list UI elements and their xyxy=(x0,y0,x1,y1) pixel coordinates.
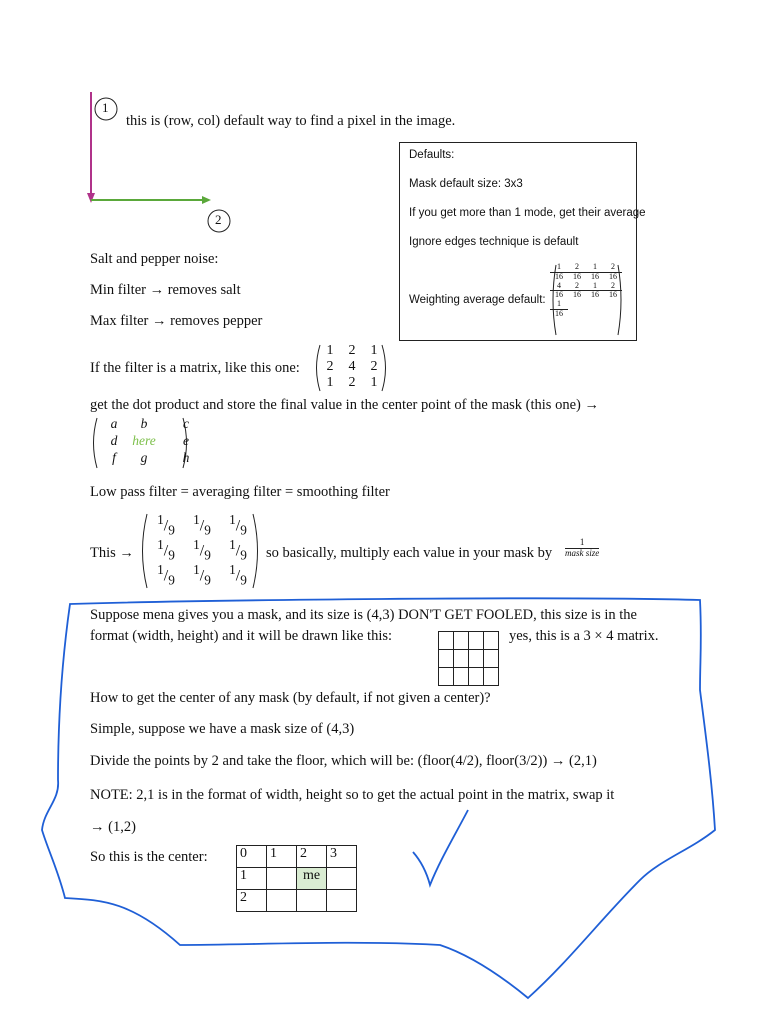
one-ninth-denominator: 9 xyxy=(168,572,175,588)
low-pass-after: so basically, multiply each value in your mask by xyxy=(266,545,553,561)
center-matrix-cell: c xyxy=(183,416,189,431)
fraction-slash: / xyxy=(235,567,241,585)
divide-line: Divide the points by 2 and take the floor, which will be: (floor(4/2), floor(3/2)) → (2,1) xyxy=(90,753,597,769)
one-ninth-denominator: 9 xyxy=(240,547,247,563)
center-label: So this is the center: xyxy=(90,849,208,865)
center-table-cell xyxy=(267,868,297,890)
fraction-slash: / xyxy=(199,542,205,560)
weighting-denominator: 16 xyxy=(609,271,617,281)
weighting-denominator: 16 xyxy=(555,308,563,318)
here-cell: here xyxy=(132,433,156,448)
defaults-box xyxy=(399,142,646,341)
fraction-slash: / xyxy=(163,517,169,535)
filter-matrix-cell: 4 xyxy=(348,359,356,374)
one-ninth-cell xyxy=(222,512,254,539)
one-ninth-numerator: 1 xyxy=(229,562,236,577)
weighting-denominator: 16 xyxy=(573,290,581,300)
one-ninth-denominator: 9 xyxy=(240,522,247,538)
center-matrix-cell: h xyxy=(182,450,190,465)
center-table-cell: 3 xyxy=(327,846,357,868)
center-table-cell: 1 xyxy=(267,846,297,868)
fraction-slash: / xyxy=(235,517,241,535)
weighting-numerator: 1 xyxy=(550,263,568,273)
fraction-slash: / xyxy=(199,567,205,585)
low-pass-this-label: This → xyxy=(90,545,134,561)
mask-line-2: format (width, height) and it will be drawn like this: xyxy=(90,628,393,644)
weighting-numerator: 4 xyxy=(550,282,568,292)
filter-matrix-cell: 2 xyxy=(370,359,378,374)
low-pass-heading: Low pass filter = averaging filter = smoothing filter xyxy=(90,484,390,500)
row-axis-arrowhead xyxy=(87,193,95,203)
weighting-numerator: 1 xyxy=(550,300,568,310)
swap-line: → (1,2) xyxy=(90,819,136,835)
center-table xyxy=(236,845,357,912)
one-ninth-numerator: 1 xyxy=(229,537,236,552)
col-axis-arrowhead xyxy=(202,196,211,204)
one-ninth-numerator: 1 xyxy=(157,512,164,527)
mask-line-1: Suppose mena gives you a mask, and its size is (4,3) DON'T GET FOOLED, this size is in the xyxy=(90,607,637,623)
note-line: NOTE: 2,1 is in the format of width, height so to get the actual point in the matrix, swap it xyxy=(90,787,615,803)
center-matrix-cell: g xyxy=(140,450,148,465)
fraction-denominator: mask size xyxy=(565,547,600,558)
center-me-cell: me xyxy=(297,868,327,890)
one-ninth-cell xyxy=(186,562,218,589)
dot-product-text: get the dot product and store the final value in the center point of the mask (this one) → xyxy=(90,397,599,413)
noise-heading: Salt and pepper noise: xyxy=(90,251,219,267)
filter-matrix-cell: 2 xyxy=(326,359,334,374)
center-table-cell xyxy=(327,890,357,912)
one-ninth-numerator: 1 xyxy=(157,537,164,552)
center-table-cell xyxy=(267,890,297,912)
fraction-slash: / xyxy=(235,542,241,560)
weighting-numerator: 1 xyxy=(586,282,604,292)
weighting-numerator: 2 xyxy=(568,282,586,292)
weighting-denominator: 16 xyxy=(555,271,563,281)
mask-grid-drawing xyxy=(438,631,499,686)
one-ninth-numerator: 1 xyxy=(229,512,236,527)
axis-label-2: 2 xyxy=(215,212,222,227)
diagram-caption: this is (row, col) default way to find a pixel in the image. xyxy=(126,113,456,129)
fraction-slash: / xyxy=(163,567,169,585)
weighting-denominator: 16 xyxy=(555,290,563,300)
filter-matrix-cell: 2 xyxy=(348,375,356,390)
center-table-cell: 2 xyxy=(237,890,267,912)
center-table-row xyxy=(237,846,357,868)
center-matrix-cell: b xyxy=(140,416,148,431)
center-table-cell: 0 xyxy=(237,846,267,868)
center-table-row xyxy=(237,868,357,890)
center-matrix-cell: d xyxy=(110,433,118,448)
weighting-denominator: 16 xyxy=(609,290,617,300)
filter-matrix-lead: If the filter is a matrix, like this one: xyxy=(90,360,300,376)
one-ninth-denominator: 9 xyxy=(204,572,211,588)
center-table-cell xyxy=(297,890,327,912)
center-matrix-cell: e xyxy=(183,433,189,448)
one-ninth-numerator: 1 xyxy=(193,512,200,527)
filter-matrix-cell: 1 xyxy=(326,375,334,390)
one-ninth-cell xyxy=(150,537,182,564)
one-ninth-cell xyxy=(222,562,254,589)
center-table-cell: 2 xyxy=(297,846,327,868)
mask-size-fraction xyxy=(565,538,599,559)
center-table-cell: 1 xyxy=(237,868,267,890)
center-table-row xyxy=(237,890,357,912)
weighting-numerator: 2 xyxy=(604,263,622,273)
weighting-numerator: 1 xyxy=(586,263,604,273)
one-ninth-denominator: 9 xyxy=(204,547,211,563)
defaults-weighting-label: Weighting average default: xyxy=(409,294,546,306)
fraction-slash: / xyxy=(163,542,169,560)
one-ninth-numerator: 1 xyxy=(193,562,200,577)
defaults-title: Defaults: xyxy=(409,149,455,161)
one-ninth-numerator: 1 xyxy=(157,562,164,577)
defaults-mode-note: If you get more than 1 mode, get their average xyxy=(409,207,646,219)
one-ninth-cell xyxy=(186,537,218,564)
center-table-cell xyxy=(327,868,357,890)
one-ninth-numerator: 1 xyxy=(193,537,200,552)
one-ninth-cell xyxy=(186,512,218,539)
simple-line: Simple, suppose we have a mask size of (4,3) xyxy=(90,721,355,737)
weighting-numerator: 2 xyxy=(604,282,622,292)
fraction-numerator: 1 xyxy=(565,538,599,549)
axis-label-1: 1 xyxy=(102,100,109,115)
max-filter-line: Max filter → removes pepper xyxy=(90,313,263,329)
filter-matrix-cell: 1 xyxy=(370,375,378,390)
averaging-matrix xyxy=(138,512,262,590)
weighting-denominator: 16 xyxy=(591,271,599,281)
one-ninth-cell xyxy=(150,512,182,539)
filter-matrix xyxy=(313,343,389,393)
one-ninth-denominator: 9 xyxy=(168,522,175,538)
one-ninth-cell xyxy=(222,537,254,564)
filter-matrix-cell: 1 xyxy=(326,343,334,358)
defaults-edges-note: Ignore edges technique is default xyxy=(409,236,579,248)
checkmark-icon xyxy=(413,810,468,885)
defaults-mask-size: Mask default size: 3x3 xyxy=(409,178,523,190)
one-ninth-denominator: 9 xyxy=(168,547,175,563)
one-ninth-denominator: 9 xyxy=(204,522,211,538)
min-filter-line: Min filter → removes salt xyxy=(90,282,241,298)
fraction-slash: / xyxy=(199,517,205,535)
center-point-matrix xyxy=(90,416,190,470)
one-ninth-cell xyxy=(150,562,182,589)
mask-line-2-right: yes, this is a 3 × 4 matrix. xyxy=(509,628,659,644)
weighting-denominator: 16 xyxy=(591,290,599,300)
weighting-denominator: 16 xyxy=(573,271,581,281)
center-matrix-cell: a xyxy=(110,416,118,431)
weighting-numerator: 2 xyxy=(568,263,586,273)
filter-matrix-cell: 2 xyxy=(348,343,356,358)
center-matrix-cell: f xyxy=(112,450,116,465)
one-ninth-denominator: 9 xyxy=(240,572,247,588)
weighting-matrix xyxy=(550,263,624,337)
filter-matrix-cell: 1 xyxy=(370,343,378,358)
center-question: How to get the center of any mask (by default, if not given a center)? xyxy=(90,690,491,706)
